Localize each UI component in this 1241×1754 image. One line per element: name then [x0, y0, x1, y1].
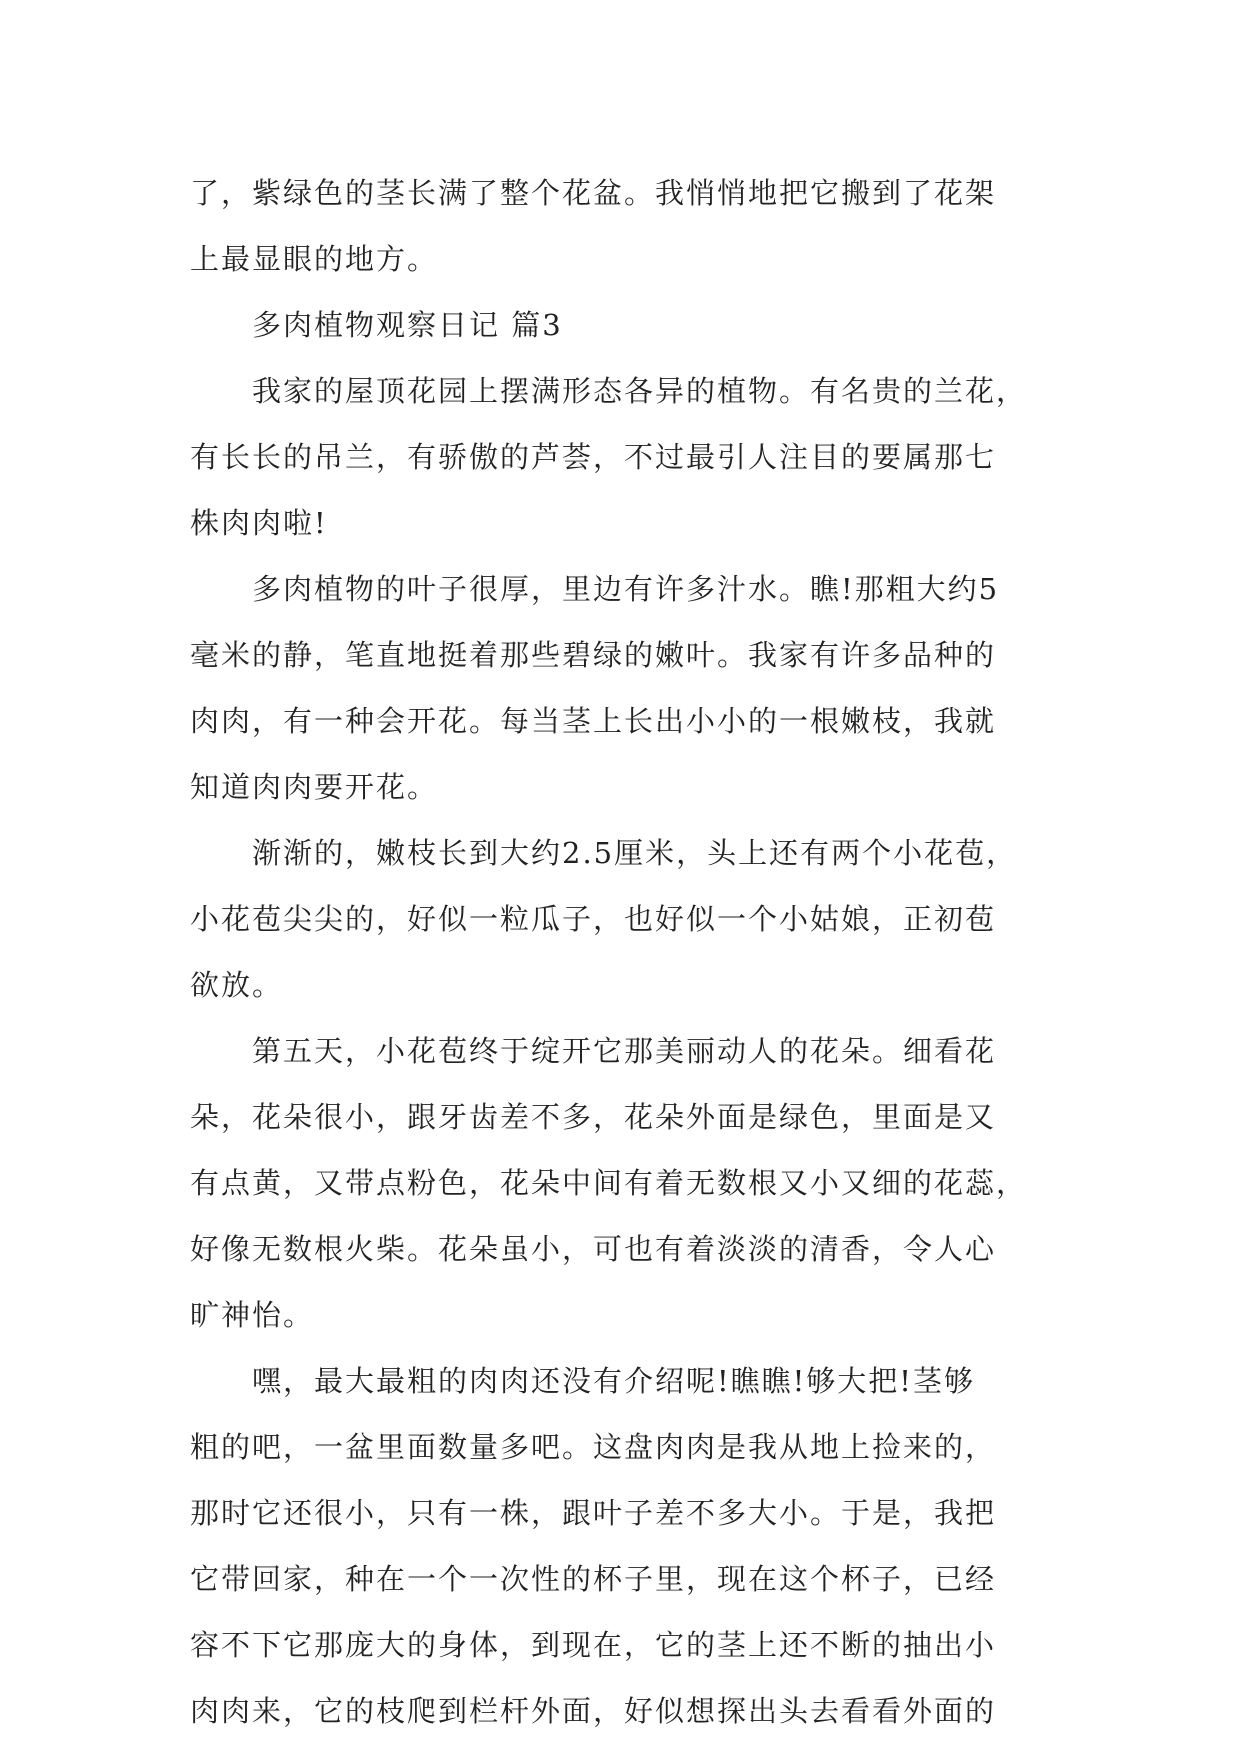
section-heading: 多肉植物观察日记 篇3 [252, 308, 563, 342]
text-line: 旷神怡。 [190, 1298, 315, 1332]
text-line: 朵，花朵很小，跟牙齿差不多，花朵外面是绿色，里面是又 [190, 1100, 997, 1134]
text-line: 有长长的吊兰，有骄傲的芦荟，不过最引人注目的要属那七 [190, 440, 997, 474]
text-line: 粗的吧，一盆里面数量多吧。这盘肉肉是我从地上捡来的， [190, 1430, 997, 1464]
text-line: 上最显眼的地方。 [190, 242, 439, 276]
text-line: 那时它还很小，只有一株，跟叶子差不多大小。于是，我把 [190, 1496, 997, 1530]
text-line: 第五天，小花苞终于绽开它那美丽动人的花朵。细看花 [252, 1034, 997, 1068]
text-line: 我家的屋顶花园上摆满形态各异的植物。有名贵的兰花， [252, 374, 1028, 408]
text-line: 它带回家，种在一个一次性的杯子里，现在这个杯子，已经 [190, 1562, 997, 1596]
text-line: 株肉肉啦! [190, 506, 328, 540]
text-line: 小花苞尖尖的，好似一粒瓜子，也好似一个小姑娘，正初苞 [190, 902, 997, 936]
text-line: 多肉植物的叶子很厚，里边有许多汁水。瞧!那粗大约5 [252, 572, 1000, 606]
text-line: 肉肉，有一种会开花。每当茎上长出小小的一根嫩枝，我就 [190, 704, 997, 738]
text-line: 嘿，最大最粗的肉肉还没有介绍呢!瞧瞧!够大把!茎够 [252, 1364, 975, 1398]
article-body [190, 160, 1060, 1744]
text-line: 毫米的静，笔直地挺着那些碧绿的嫩叶。我家有许多品种的 [190, 638, 997, 672]
text-line: 好像无数根火柴。花朵虽小，可也有着淡淡的清香，令人心 [190, 1232, 997, 1266]
text-line: 有点黄，又带点粉色，花朵中间有着无数根又小又细的花蕊， [190, 1166, 1028, 1200]
text-line: 欲放。 [190, 968, 284, 1002]
text-line: 知道肉肉要开花。 [190, 770, 439, 804]
text-line: 肉肉来，它的枝爬到栏杆外面，好似想探出头去看看外面的 [190, 1694, 997, 1728]
text-line: 容不下它那庞大的身体，到现在，它的茎上还不断的抽出小 [190, 1628, 997, 1662]
text-line: 渐渐的，嫩枝长到大约2.5厘米，头上还有两个小花苞， [252, 836, 1018, 870]
text-line: 了，紫绿色的茎长满了整个花盆。我悄悄地把它搬到了花架 [190, 176, 997, 210]
